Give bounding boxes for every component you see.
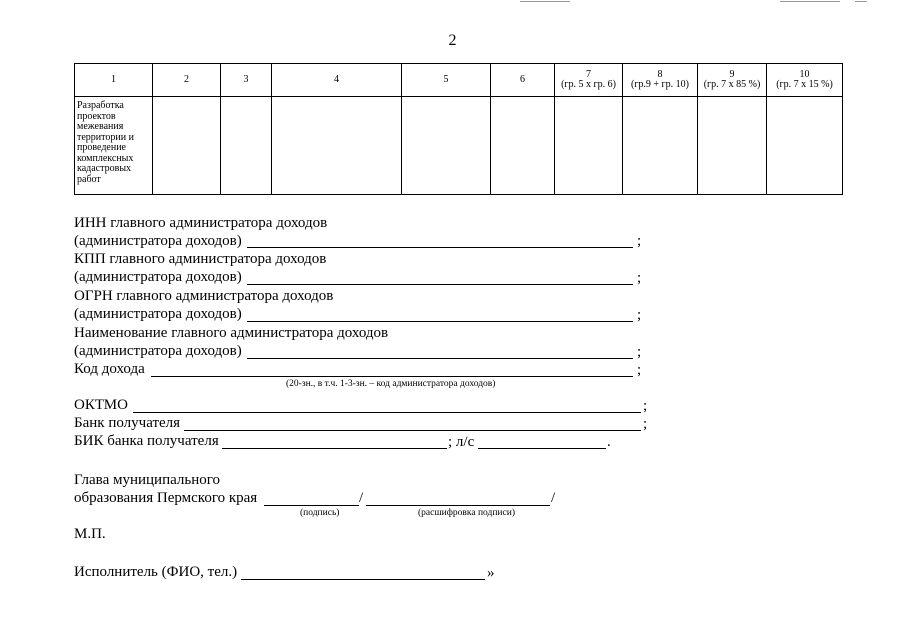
bank-label: Банк получателя [74, 415, 181, 431]
table-header-row [75, 64, 843, 97]
income-code-field[interactable] [151, 376, 633, 377]
admin-name-label: Наименование главного администратора доходов [74, 325, 389, 341]
table-cell[interactable] [767, 97, 843, 195]
column-header: 3 [221, 64, 272, 97]
account-field[interactable] [478, 448, 606, 449]
table-cell[interactable] [221, 97, 272, 195]
scan-mark [780, 1, 840, 2]
ogrn-field[interactable] [247, 321, 633, 322]
kpp-field[interactable] [247, 284, 633, 285]
head-title-line-2: образования Пермского края [74, 490, 258, 506]
semicolon: ; [643, 398, 648, 414]
column-header: 2 [153, 64, 221, 97]
oktmo-label: ОКТМО [74, 397, 128, 413]
signature-hint: (подпись) [300, 508, 340, 518]
semicolon: ; [637, 307, 642, 323]
table-cell[interactable] [555, 97, 623, 195]
decoding-hint: (расшифровка подписи) [418, 508, 515, 518]
scan-mark [855, 1, 867, 2]
semicolon: ; [643, 416, 648, 432]
scan-mark [520, 1, 570, 2]
column-header: 6 [491, 64, 555, 97]
table-cell[interactable] [698, 97, 767, 195]
column-header: 8 (гр.9 + гр. 10) [623, 64, 698, 97]
income-code-hint: (20-зн., в т.ч. 1-3-зн. – код администратора доходов) [286, 379, 496, 389]
slash: / [551, 490, 556, 506]
signature-field[interactable] [264, 505, 359, 506]
executor-label: Исполнитель (ФИО, тел.) [74, 564, 238, 580]
table-cell[interactable] [402, 97, 491, 195]
kpp-label-sub: (администратора доходов) [74, 269, 242, 285]
head-title-line-1: Глава муниципального [74, 472, 221, 488]
table-cell[interactable] [272, 97, 402, 195]
column-header: 5 [402, 64, 491, 97]
admin-name-field[interactable] [247, 358, 633, 359]
bik-field[interactable] [222, 448, 447, 449]
column-header: 7 (гр. 5 х гр. 6) [555, 64, 623, 97]
executor-field[interactable] [241, 579, 485, 580]
inn-label: ИНН главного администратора доходов [74, 215, 328, 231]
semicolon: ; [637, 270, 642, 286]
column-header: 4 [272, 64, 402, 97]
semicolon: ; [637, 344, 642, 360]
inn-field[interactable] [247, 247, 633, 248]
admin-name-label-sub: (администратора доходов) [74, 343, 242, 359]
period: . [607, 434, 611, 450]
closing-quote: » [487, 565, 495, 581]
calculation-table [74, 63, 843, 195]
bik-label: БИК банка получателя [74, 433, 219, 449]
column-header: 10 (гр. 7 х 15 %) [767, 64, 843, 97]
slash: / [359, 490, 364, 506]
table-cell[interactable] [491, 97, 555, 195]
column-header: 1 [75, 64, 153, 97]
ogrn-label-sub: (администратора доходов) [74, 306, 242, 322]
table-row [75, 97, 843, 195]
ogrn-label: ОГРН главного администратора доходов [74, 288, 334, 304]
income-code-label: Код дохода [74, 361, 145, 377]
column-header: 9 (гр. 7 х 85 %) [698, 64, 767, 97]
oktmo-field[interactable] [133, 412, 641, 413]
row-description: Разработка проектов межевания территории и проведение комплексных кадастровых работ [75, 97, 153, 195]
bank-field[interactable] [184, 430, 641, 431]
semicolon: ; [637, 233, 642, 249]
stamp-label: М.П. [74, 526, 106, 542]
semicolon: ; [637, 362, 642, 378]
table-cell[interactable] [153, 97, 221, 195]
kpp-label: КПП главного администратора доходов [74, 251, 327, 267]
account-label: ; л/с [448, 434, 475, 450]
signature-decoding-field[interactable] [366, 505, 550, 506]
inn-label-sub: (администратора доходов) [74, 233, 242, 249]
table-cell[interactable] [623, 97, 698, 195]
page-number: 2 [448, 32, 457, 49]
